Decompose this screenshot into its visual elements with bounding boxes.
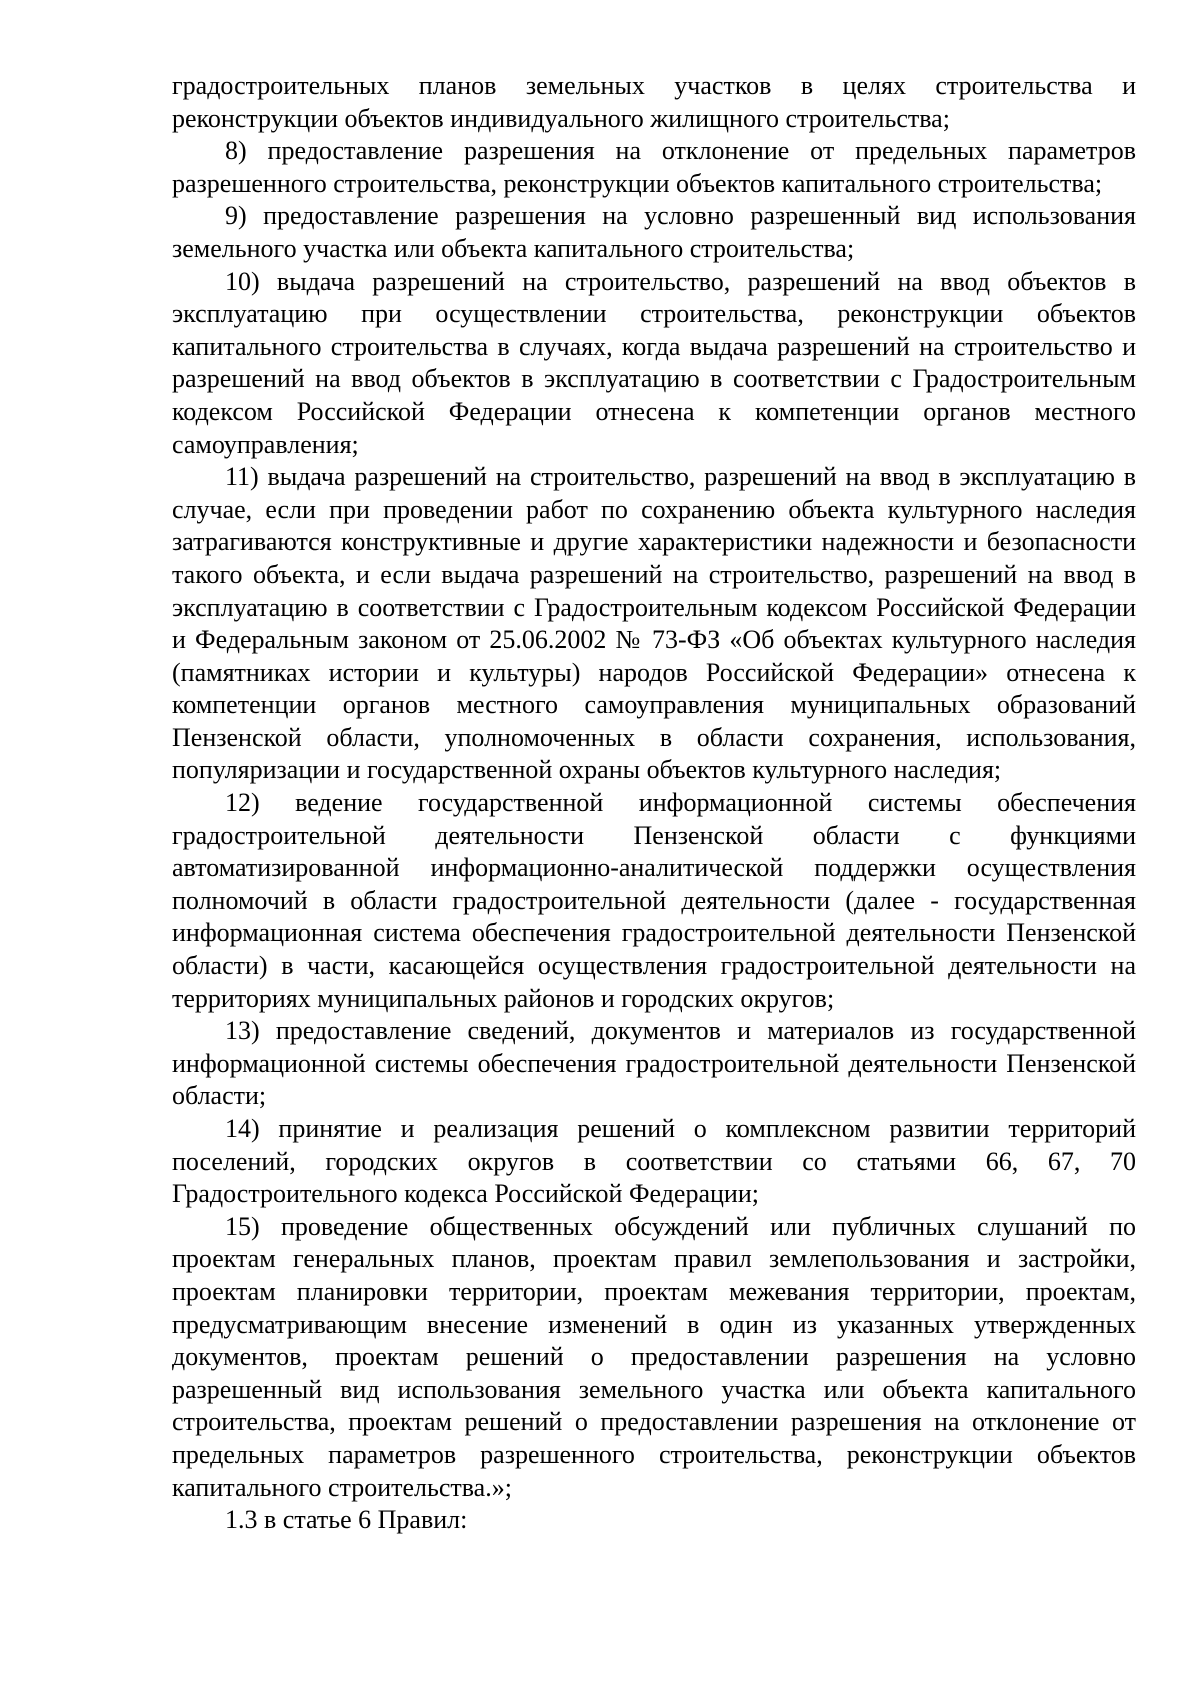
paragraph-item-11: 11) выдача разрешений на строительство, разрешений на ввод в эксплуатацию в случае, если при проведении работ по сохранению объекта культурного наследия затрагиваются конструктивные и другие характеристики надежности и безопасности такого объекта, и если выдача разрешений на строительство, разрешений на ввод в эксплуатацию в соответствии с Градостроительным кодексом Российской Федерации и Федеральным законом от 25.06.2002 № 73-ФЗ «Об объектах культурного наследия (памятниках истории и культуры) народов Российской Федерации» отнесена к компетенции органов местного самоуправления муниципальных образований Пензенской области, уполномоченных в области сохранения, использования, популяризации и государственной охраны объектов культурного наследия;	[172, 462, 1136, 785]
paragraph-item-9: 9) предоставление разрешения на условно разрешенный вид использования земельного участка или объекта капитального строительства;	[172, 201, 1136, 263]
document-body	[172, 70, 1136, 1537]
paragraph-item-1-3: 1.3 в статье 6 Правил:	[225, 1505, 468, 1535]
paragraph-item-14: 14) принятие и реализация решений о комплексном развитии территорий поселений, городских округов в соответствии со статьями 66, 67, 70 Градостроительного кодекса Российской Федерации;	[172, 1114, 1136, 1209]
paragraph-item-8: 8) предоставление разрешения на отклонение от предельных параметров разрешенного строительства, реконструкции объектов капитального строительства;	[172, 136, 1136, 198]
paragraph-item-15: 15) проведение общественных обсуждений или публичных слушаний по проектам генеральных планов, проектам правил землепользования и застройки, проектам планировки территории, проектам межевания территории, проектам, предусматривающим внесение изменений в один из указанных утвержденных документов, проектам решений о предоставлении разрешения на условно разрешенный вид использования земельного участка или объекта капитального строительства, проектам решений о предоставлении разрешения на отклонение от предельных параметров разрешенного строительства, реконструкции объектов капитального строительства.»;	[172, 1211, 1136, 1502]
paragraph-item-13: 13) предоставление сведений, документов и материалов из государственной информационной системы обеспечения градостроительной деятельности Пензенской области;	[172, 1016, 1136, 1111]
paragraph-item-12: 12) ведение государственной информационной системы обеспечения градостроительной деятельности Пензенской области с функциями автоматизированной информационно-аналитической поддержки осуществления полномочий в области градостроительной деятельности (далее - государственная информационная система обеспечения градостроительной деятельности Пензенской области) в части, касающейся осуществления градостроительной деятельности на территориях муниципальных районов и городских округов;	[172, 788, 1136, 1013]
paragraph-item-10: 10) выдача разрешений на строительство, разрешений на ввод объектов в эксплуатацию при осуществлении строительства, реконструкции объектов капитального строительства в случаях, когда выдача разрешений на строительство и разрешений на ввод объектов в эксплуатацию в соответствии с Градостроительным кодексом Российской Федерации отнесена к компетенции органов местного самоуправления;	[172, 266, 1136, 459]
paragraph-continuation: градостроительных планов земельных участков в целях строительства и реконструкции объектов индивидуального жилищного строительства;	[172, 71, 1136, 133]
